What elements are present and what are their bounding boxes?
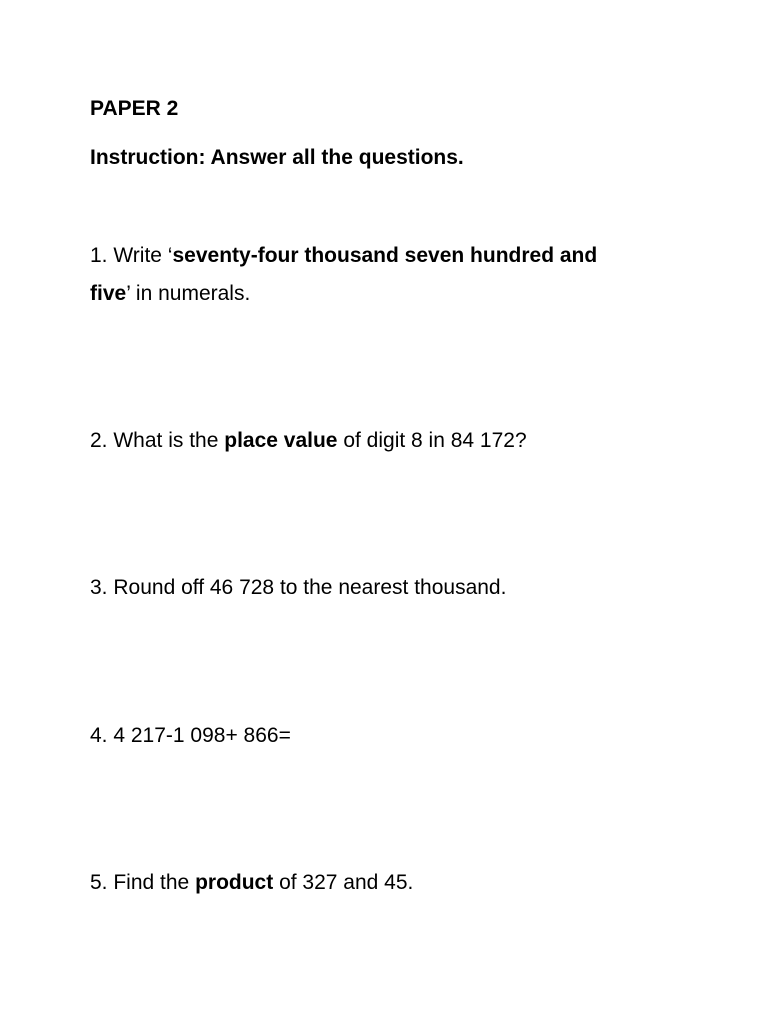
question-number: 1. — [90, 244, 108, 267]
question-text: of 327 and 45. — [273, 871, 414, 894]
paper-title: PAPER 2 — [90, 97, 179, 120]
question-number: 4. — [90, 724, 108, 747]
question-text: What is the — [113, 429, 225, 452]
question-text: ’ in numerals. — [126, 282, 251, 305]
question-text: Find the — [113, 871, 196, 894]
question-text: of digit 8 in 84 172? — [337, 429, 527, 452]
question-1-continued — [90, 275, 250, 313]
question-3 — [90, 569, 506, 607]
question-number: 2. — [90, 429, 108, 452]
question-number: 3. — [90, 576, 108, 599]
question-text: Write ‘ — [113, 244, 173, 267]
question-text: 4 217-1 098+ 866= — [113, 724, 291, 747]
question-5 — [90, 864, 413, 902]
question-number: 5. — [90, 871, 108, 894]
question-2 — [90, 422, 527, 460]
question-bold-text: seventy-four thousand seven hundred and — [172, 244, 598, 267]
question-bold-text: product — [195, 871, 274, 894]
question-bold-text: five — [90, 282, 127, 305]
question-4 — [90, 717, 291, 755]
question-bold-text: place value — [224, 429, 338, 452]
question-text: Round off 46 728 to the nearest thousand. — [113, 576, 507, 599]
question-1 — [90, 237, 597, 275]
instruction-text: Instruction: Answer all the questions. — [90, 146, 464, 169]
